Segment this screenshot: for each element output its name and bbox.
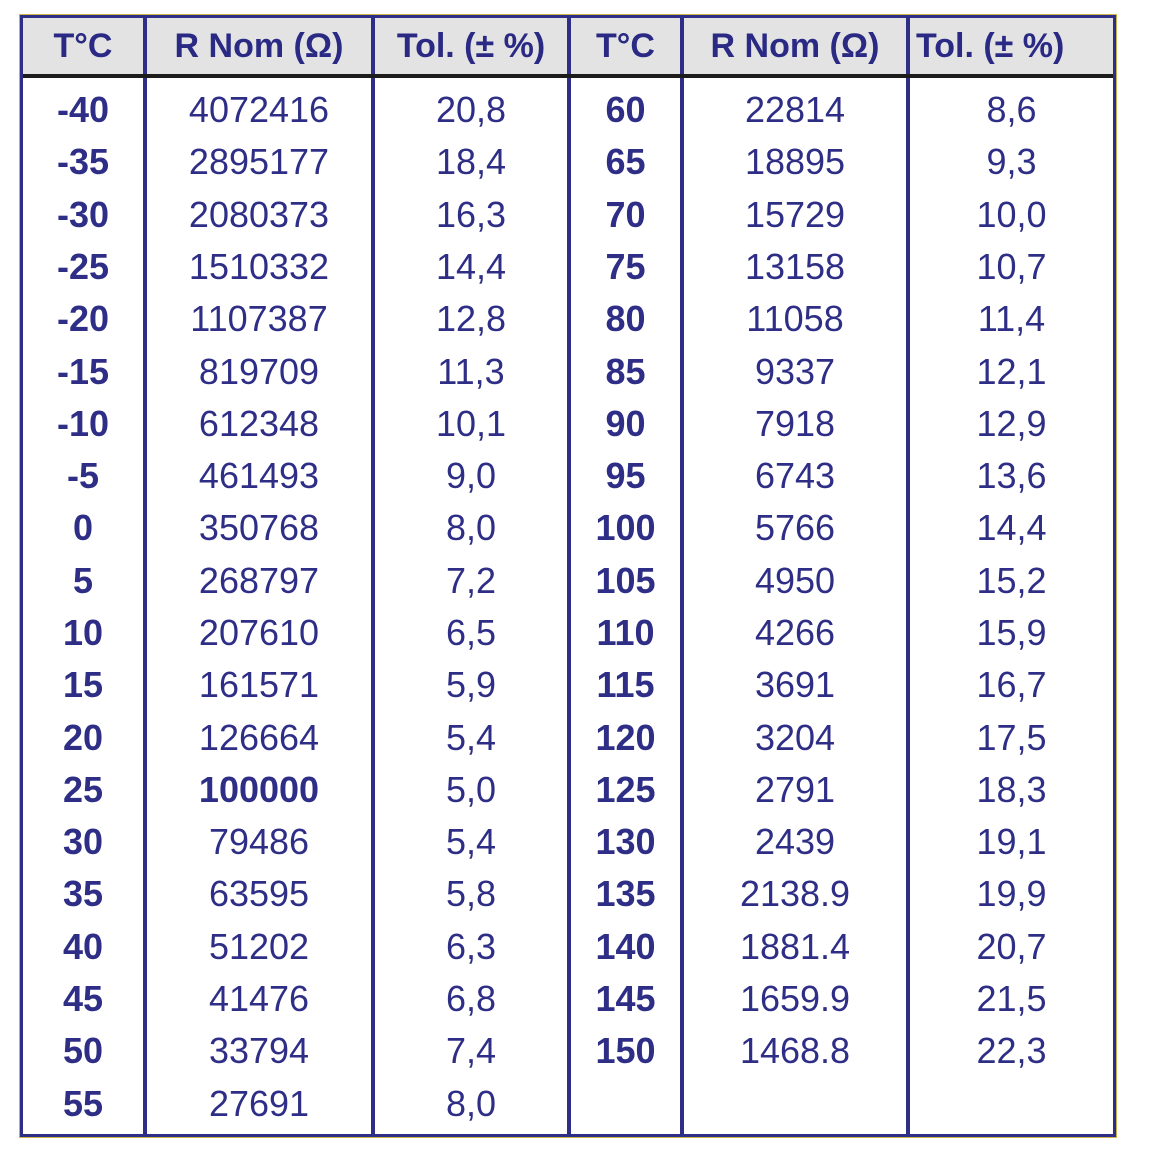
- cell-resistance-right: 13158: [682, 241, 908, 293]
- table-row: [23, 345, 1113, 397]
- cell-resistance-right: 2791: [682, 764, 908, 816]
- cell-resistance-left: 268797: [145, 555, 373, 607]
- cell-resistance-left: 27691: [145, 1077, 373, 1134]
- cell-tolerance-left: 8,0: [373, 1077, 569, 1134]
- cell-tolerance-left: 6,3: [373, 921, 569, 973]
- cell-tolerance-left: 7,4: [373, 1025, 569, 1077]
- table-row: [23, 555, 1113, 607]
- cell-tolerance-right: 19,9: [976, 873, 1047, 915]
- cell-resistance-left: 350768: [145, 502, 373, 554]
- cell-temperature-left: 0: [23, 502, 145, 554]
- cell-temperature-right: 90: [569, 398, 682, 450]
- cell-tolerance-right: 11,4: [977, 298, 1046, 340]
- cell-temperature-left: 30: [23, 816, 145, 868]
- cell-resistance-left: 126664: [145, 711, 373, 763]
- cell-temperature-right: 115: [569, 659, 682, 711]
- cell-resistance-right: 7918: [682, 398, 908, 450]
- cell-temperature-left: -5: [23, 450, 145, 502]
- cell-tolerance-left: 5,0: [373, 764, 569, 816]
- cell-tolerance-left: 6,5: [373, 607, 569, 659]
- cell-temperature-left: -35: [23, 136, 145, 188]
- cell-resistance-right: 1468.8: [682, 1025, 908, 1077]
- cell-resistance-left: 2895177: [145, 136, 373, 188]
- cell-resistance-left: 4072416: [145, 76, 373, 136]
- cell-resistance-left: 1510332: [145, 241, 373, 293]
- cell-temperature-right: 85: [569, 345, 682, 397]
- cell-temperature-right: 100: [569, 502, 682, 554]
- cell-temperature-right: 60: [569, 76, 682, 136]
- cell-resistance-right: 4950: [682, 555, 908, 607]
- cell-tolerance-right: 22,3: [976, 1030, 1047, 1072]
- cell-tolerance-left: 11,3: [373, 345, 569, 397]
- cell-resistance-left: 2080373: [145, 189, 373, 241]
- cell-tolerance-left: 18,4: [373, 136, 569, 188]
- cell-resistance-left: 51202: [145, 921, 373, 973]
- cell-tolerance-left: 5,4: [373, 816, 569, 868]
- cell-tolerance-left: 8,0: [373, 502, 569, 554]
- cell-temperature-left: -25: [23, 241, 145, 293]
- cell-resistance-left: 612348: [145, 398, 373, 450]
- cell-resistance-right: 6743: [682, 450, 908, 502]
- cell-resistance-left: 819709: [145, 345, 373, 397]
- cell-tolerance-right: 14,4: [976, 507, 1047, 549]
- cell-tolerance-right: 12,1: [976, 350, 1047, 392]
- cell-resistance-right: 1881.4: [682, 921, 908, 973]
- cell-temperature-right: [569, 1077, 682, 1134]
- cell-resistance-left: 100000: [145, 764, 373, 816]
- cell-resistance-left: 33794: [145, 1025, 373, 1077]
- cell-temperature-right: 70: [569, 189, 682, 241]
- cell-resistance-right: 2138.9: [682, 868, 908, 920]
- cell-resistance-right: 4266: [682, 607, 908, 659]
- cell-tolerance-left: 10,1: [373, 398, 569, 450]
- table-row: [23, 76, 1113, 136]
- table-row: [23, 868, 1113, 920]
- cell-tolerance-right: 13,6: [976, 455, 1047, 497]
- table-row: [23, 450, 1113, 502]
- cell-temperature-right: 140: [569, 921, 682, 973]
- cell-resistance-right: 15729: [682, 189, 908, 241]
- cell-temperature-left: 40: [23, 921, 145, 973]
- header-resistance-right: R Nom (Ω): [682, 18, 908, 76]
- cell-temperature-left: 50: [23, 1025, 145, 1077]
- cell-tolerance-right: 12,9: [976, 402, 1047, 444]
- cell-tolerance-right: 21,5: [976, 977, 1047, 1019]
- cell-resistance-right: 11058: [682, 293, 908, 345]
- cell-temperature-left: -15: [23, 345, 145, 397]
- table-row: [23, 973, 1113, 1025]
- cell-temperature-right: 130: [569, 816, 682, 868]
- cell-temperature-right: 145: [569, 973, 682, 1025]
- cell-tolerance-left: 14,4: [373, 241, 569, 293]
- cell-tolerance-left: 6,8: [373, 973, 569, 1025]
- table-row: [23, 189, 1113, 241]
- cell-temperature-right: 110: [569, 607, 682, 659]
- cell-resistance-left: 1107387: [145, 293, 373, 345]
- table-body: [23, 76, 1113, 1134]
- cell-tolerance-left: 7,2: [373, 555, 569, 607]
- cell-tolerance-right: 19,1: [976, 821, 1047, 863]
- cell-tolerance-right: 10,7: [976, 246, 1047, 288]
- ntc-resistance-table-frame: [20, 15, 1116, 1137]
- cell-tolerance-left: 5,4: [373, 711, 569, 763]
- cell-temperature-left: -40: [23, 76, 145, 136]
- cell-resistance-right: 3204: [682, 711, 908, 763]
- table-header: [23, 18, 1113, 76]
- cell-temperature-right: 65: [569, 136, 682, 188]
- cell-temperature-left: -30: [23, 189, 145, 241]
- table-row: [23, 1077, 1113, 1134]
- cell-tolerance-right: 9,3: [986, 141, 1037, 183]
- cell-resistance-right: 9337: [682, 345, 908, 397]
- cell-temperature-right: 105: [569, 555, 682, 607]
- cell-temperature-left: 10: [23, 607, 145, 659]
- cell-tolerance-right: 8,6: [986, 89, 1037, 131]
- cell-temperature-left: 15: [23, 659, 145, 711]
- table-row: [23, 136, 1113, 188]
- cell-tolerance-left: 20,8: [373, 76, 569, 136]
- cell-tolerance-right: [908, 1077, 1113, 1134]
- cell-temperature-left: -20: [23, 293, 145, 345]
- cell-resistance-right: [682, 1077, 908, 1134]
- cell-resistance-left: 79486: [145, 816, 373, 868]
- header-tolerance-left: Tol. (± %): [373, 18, 569, 76]
- cell-tolerance-right: 17,5: [976, 716, 1047, 758]
- table-row: [23, 1025, 1113, 1077]
- cell-tolerance-right: 16,7: [976, 664, 1047, 706]
- header-temperature-right: T°C: [569, 18, 682, 76]
- cell-resistance-right: 5766: [682, 502, 908, 554]
- cell-tolerance-left: 5,9: [373, 659, 569, 711]
- cell-resistance-right: 18895: [682, 136, 908, 188]
- cell-tolerance-left: 12,8: [373, 293, 569, 345]
- cell-temperature-left: 20: [23, 711, 145, 763]
- cell-temperature-right: 120: [569, 711, 682, 763]
- table-row: [23, 398, 1113, 450]
- ntc-resistance-table: [23, 18, 1113, 1134]
- header-row: [23, 18, 1113, 76]
- cell-temperature-right: 150: [569, 1025, 682, 1077]
- header-tolerance-right: Tol. (± %): [908, 18, 1113, 76]
- cell-resistance-left: 207610: [145, 607, 373, 659]
- cell-temperature-left: 45: [23, 973, 145, 1025]
- table-row: [23, 607, 1113, 659]
- table-row: [23, 921, 1113, 973]
- cell-tolerance-right: 20,7: [976, 925, 1047, 967]
- cell-temperature-right: 75: [569, 241, 682, 293]
- cell-resistance-left: 161571: [145, 659, 373, 711]
- cell-temperature-left: 55: [23, 1077, 145, 1134]
- cell-temperature-right: 80: [569, 293, 682, 345]
- header-temperature-left: T°C: [23, 18, 145, 76]
- cell-resistance-right: 2439: [682, 816, 908, 868]
- cell-temperature-left: 5: [23, 555, 145, 607]
- cell-temperature-right: 95: [569, 450, 682, 502]
- table-row: [23, 659, 1113, 711]
- cell-temperature-left: 25: [23, 764, 145, 816]
- cell-temperature-left: -10: [23, 398, 145, 450]
- cell-tolerance-right: 10,0: [976, 193, 1047, 235]
- cell-resistance-right: 3691: [682, 659, 908, 711]
- cell-tolerance-right: 15,9: [976, 612, 1047, 653]
- cell-tolerance-right: 15,2: [976, 559, 1047, 601]
- cell-resistance-left: 63595: [145, 868, 373, 920]
- table-row: [23, 711, 1113, 763]
- cell-resistance-right: 1659.9: [682, 973, 908, 1025]
- cell-tolerance-left: 5,8: [373, 868, 569, 920]
- cell-temperature-left: 35: [23, 868, 145, 920]
- cell-resistance-right: 22814: [682, 76, 908, 136]
- cell-resistance-left: 41476: [145, 973, 373, 1025]
- cell-tolerance-right: 18,3: [976, 768, 1047, 810]
- cell-resistance-left: 461493: [145, 450, 373, 502]
- table-row: [23, 293, 1113, 345]
- cell-temperature-right: 125: [569, 764, 682, 816]
- table-row: [23, 241, 1113, 293]
- table-row: [23, 764, 1113, 816]
- table-row: [23, 502, 1113, 554]
- cell-tolerance-left: 16,3: [373, 189, 569, 241]
- cell-temperature-right: 135: [569, 868, 682, 920]
- header-resistance-left: R Nom (Ω): [145, 18, 373, 76]
- cell-tolerance-left: 9,0: [373, 450, 569, 502]
- table-row: [23, 816, 1113, 868]
